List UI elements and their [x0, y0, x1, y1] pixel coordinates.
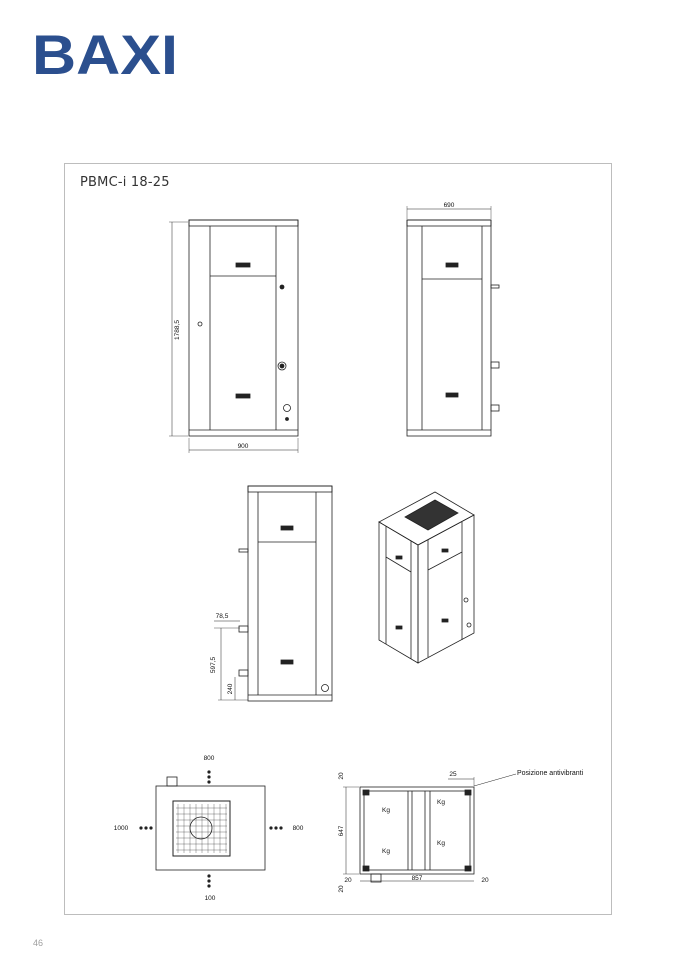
dim-base-647: 647: [338, 825, 345, 837]
dim-base-25: 25: [449, 771, 457, 778]
front-view: [169, 220, 298, 453]
dim-base-20-bottom: 20: [338, 885, 345, 893]
plan-clearance-view: [139, 770, 282, 887]
rear-view: [214, 486, 332, 701]
antivibration-label: Posizione antivibranti: [517, 770, 584, 777]
dim-base-20-right: 20: [481, 877, 489, 884]
dim-plan-top: 800: [203, 755, 215, 762]
dim-plan-bottom: 100: [204, 895, 216, 902]
isometric-view: [379, 492, 474, 663]
dim-front-width: 900: [237, 443, 249, 450]
dim-plan-left: 1000: [113, 825, 129, 832]
kg-label-2: Kg: [437, 799, 445, 806]
dim-side-depth: 690: [443, 202, 455, 209]
model-title: PBMC-i 18-25: [80, 175, 170, 190]
dim-rear-offset: 78,5: [215, 613, 229, 620]
page-number: 46: [33, 938, 44, 948]
base-antivibration-view: [343, 774, 516, 882]
kg-label-1: Kg: [382, 807, 390, 814]
svg-text:BAXI: BAXI: [32, 26, 178, 78]
dim-rear-mid: 597,5: [210, 656, 217, 674]
kg-label-4: Kg: [437, 840, 445, 847]
dim-plan-right: 800: [292, 825, 304, 832]
dim-base-20-top: 20: [338, 772, 345, 780]
kg-label-3: Kg: [382, 848, 390, 855]
dim-base-857: 857: [411, 875, 423, 882]
side-view: [407, 206, 499, 436]
dim-front-height: 1788,5: [174, 320, 181, 340]
dim-base-20-left: 20: [344, 877, 352, 884]
dim-rear-low: 240: [227, 683, 234, 695]
